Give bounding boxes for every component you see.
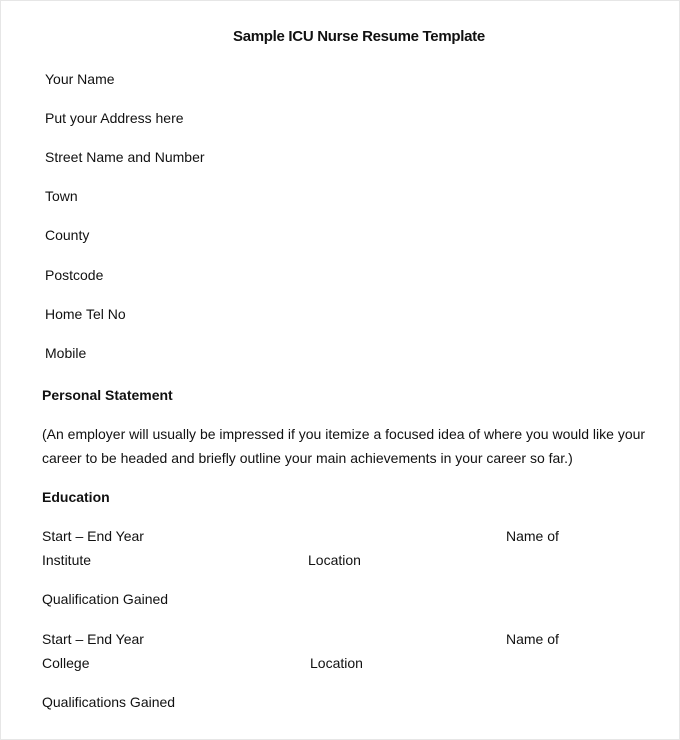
personal-statement-line-1: (An employer will usually be impressed if you itemize a focused idea of where you would like your (42, 426, 646, 442)
contact-street: Street Name and Number (45, 149, 205, 165)
education-name-of: Name of (506, 528, 559, 544)
contact-mobile: Mobile (45, 345, 87, 361)
education-dates: Start – End Year (42, 528, 144, 544)
education-qualification: Qualifications Gained (42, 694, 176, 710)
education-dates: Start – End Year (42, 631, 144, 647)
personal-statement-heading: Personal Statement (42, 387, 173, 403)
contact-address: Put your Address here (45, 110, 184, 126)
education-name-of: Name of (506, 631, 559, 647)
document-title: Sample ICU Nurse Resume Template (233, 28, 485, 45)
contact-town: Town (45, 188, 78, 204)
education-location: Location (308, 552, 361, 568)
education-institution: Institute (42, 552, 92, 568)
contact-county: County (45, 227, 90, 243)
education-heading: Education (42, 489, 110, 505)
education-location: Location (310, 655, 363, 671)
contact-postcode: Postcode (45, 267, 104, 283)
contact-home-tel: Home Tel No (45, 306, 126, 322)
personal-statement-line-2: career to be headed and briefly outline your main achievements in your career so far.) (42, 450, 573, 466)
contact-name: Your Name (45, 71, 115, 87)
education-institution: College (42, 655, 90, 671)
education-qualification: Qualification Gained (42, 591, 169, 607)
